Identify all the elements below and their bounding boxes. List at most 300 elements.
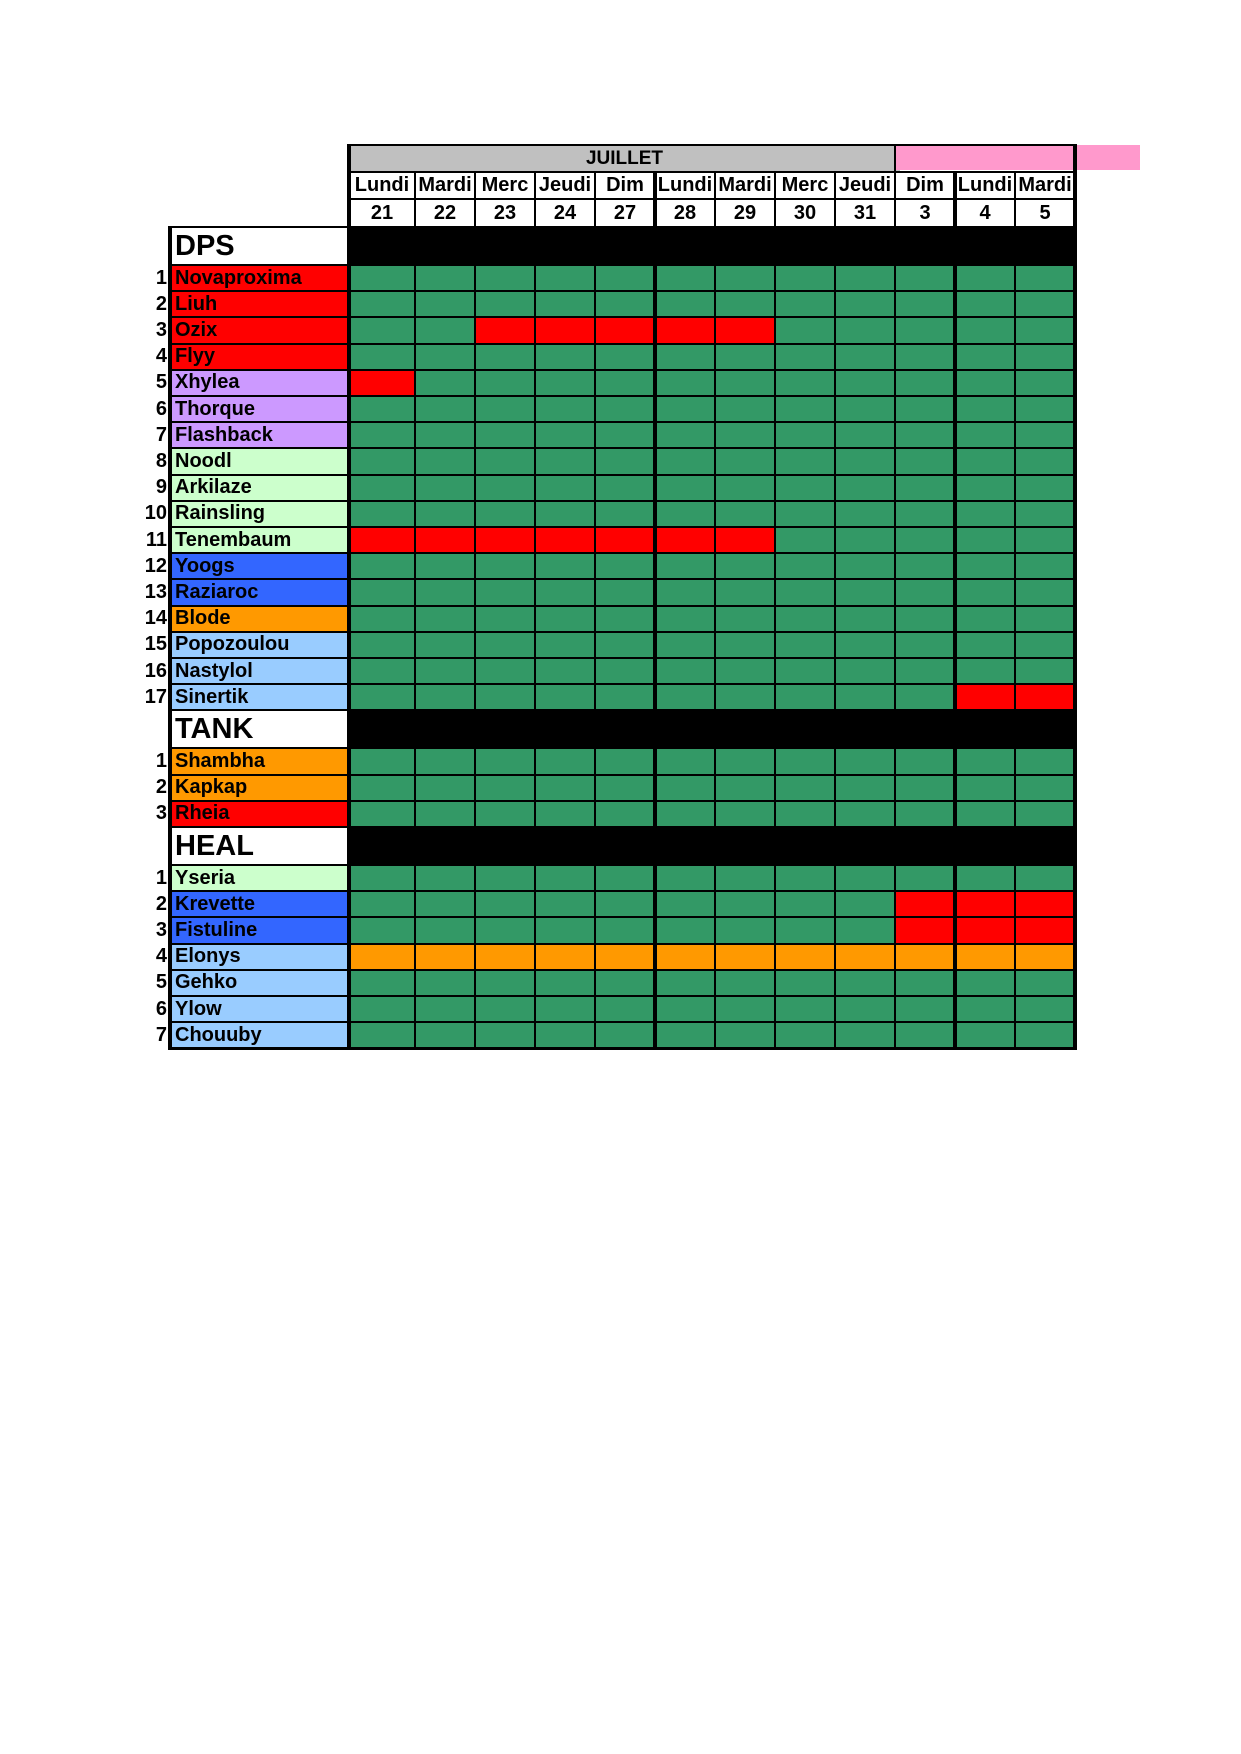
availability-cell[interactable] xyxy=(895,344,955,370)
availability-cell[interactable] xyxy=(775,1022,835,1048)
availability-cell[interactable] xyxy=(655,801,715,827)
availability-cell[interactable] xyxy=(955,606,1015,632)
availability-cell[interactable] xyxy=(955,865,1015,891)
availability-cell[interactable] xyxy=(595,658,655,684)
availability-cell[interactable] xyxy=(1015,891,1075,917)
availability-cell[interactable] xyxy=(415,1022,475,1048)
availability-cell[interactable] xyxy=(715,996,775,1022)
availability-cell[interactable] xyxy=(655,553,715,579)
availability-cell[interactable] xyxy=(349,291,415,317)
availability-cell[interactable] xyxy=(475,422,535,448)
availability-cell[interactable] xyxy=(775,944,835,970)
availability-cell[interactable] xyxy=(895,606,955,632)
availability-cell[interactable] xyxy=(715,553,775,579)
availability-cell[interactable] xyxy=(895,370,955,396)
availability-cell[interactable] xyxy=(535,317,595,343)
availability-cell[interactable] xyxy=(1015,944,1075,970)
availability-cell[interactable] xyxy=(715,265,775,291)
availability-cell[interactable] xyxy=(835,501,895,527)
availability-cell[interactable] xyxy=(595,996,655,1022)
availability-cell[interactable] xyxy=(775,553,835,579)
availability-cell[interactable] xyxy=(955,527,1015,553)
availability-cell[interactable] xyxy=(1015,1022,1075,1048)
availability-cell[interactable] xyxy=(475,632,535,658)
availability-cell[interactable] xyxy=(415,501,475,527)
availability-cell[interactable] xyxy=(415,658,475,684)
availability-cell[interactable] xyxy=(775,917,835,943)
availability-cell[interactable] xyxy=(475,748,535,774)
availability-cell[interactable] xyxy=(535,891,595,917)
availability-cell[interactable] xyxy=(835,370,895,396)
availability-cell[interactable] xyxy=(835,684,895,710)
availability-cell[interactable] xyxy=(835,475,895,501)
availability-cell[interactable] xyxy=(655,396,715,422)
availability-cell[interactable] xyxy=(415,944,475,970)
availability-cell[interactable] xyxy=(835,917,895,943)
availability-cell[interactable] xyxy=(655,606,715,632)
availability-cell[interactable] xyxy=(715,658,775,684)
availability-cell[interactable] xyxy=(535,632,595,658)
availability-cell[interactable] xyxy=(655,996,715,1022)
availability-cell[interactable] xyxy=(715,748,775,774)
availability-cell[interactable] xyxy=(715,632,775,658)
availability-cell[interactable] xyxy=(415,801,475,827)
availability-cell[interactable] xyxy=(475,527,535,553)
availability-cell[interactable] xyxy=(535,684,595,710)
availability-cell[interactable] xyxy=(655,684,715,710)
availability-cell[interactable] xyxy=(349,865,415,891)
availability-cell[interactable] xyxy=(775,996,835,1022)
availability-cell[interactable] xyxy=(535,775,595,801)
availability-cell[interactable] xyxy=(475,448,535,474)
availability-cell[interactable] xyxy=(955,996,1015,1022)
availability-cell[interactable] xyxy=(955,396,1015,422)
availability-cell[interactable] xyxy=(349,344,415,370)
availability-cell[interactable] xyxy=(775,632,835,658)
availability-cell[interactable] xyxy=(349,801,415,827)
availability-cell[interactable] xyxy=(415,579,475,605)
availability-cell[interactable] xyxy=(715,917,775,943)
availability-cell[interactable] xyxy=(535,396,595,422)
availability-cell[interactable] xyxy=(595,265,655,291)
availability-cell[interactable] xyxy=(715,970,775,996)
availability-cell[interactable] xyxy=(349,553,415,579)
availability-cell[interactable] xyxy=(655,891,715,917)
availability-cell[interactable] xyxy=(415,632,475,658)
availability-cell[interactable] xyxy=(535,501,595,527)
availability-cell[interactable] xyxy=(415,684,475,710)
availability-cell[interactable] xyxy=(835,801,895,827)
availability-cell[interactable] xyxy=(835,944,895,970)
availability-cell[interactable] xyxy=(895,891,955,917)
availability-cell[interactable] xyxy=(535,344,595,370)
availability-cell[interactable] xyxy=(1015,775,1075,801)
availability-cell[interactable] xyxy=(595,891,655,917)
availability-cell[interactable] xyxy=(535,553,595,579)
availability-cell[interactable] xyxy=(1015,265,1075,291)
availability-cell[interactable] xyxy=(895,422,955,448)
availability-cell[interactable] xyxy=(535,291,595,317)
availability-cell[interactable] xyxy=(655,632,715,658)
availability-cell[interactable] xyxy=(775,801,835,827)
availability-cell[interactable] xyxy=(475,553,535,579)
availability-cell[interactable] xyxy=(655,344,715,370)
availability-cell[interactable] xyxy=(535,865,595,891)
availability-cell[interactable] xyxy=(595,344,655,370)
availability-cell[interactable] xyxy=(955,370,1015,396)
availability-cell[interactable] xyxy=(475,501,535,527)
availability-cell[interactable] xyxy=(415,748,475,774)
availability-cell[interactable] xyxy=(475,265,535,291)
availability-cell[interactable] xyxy=(349,265,415,291)
availability-cell[interactable] xyxy=(775,748,835,774)
availability-cell[interactable] xyxy=(835,1022,895,1048)
availability-cell[interactable] xyxy=(595,684,655,710)
availability-cell[interactable] xyxy=(655,748,715,774)
availability-cell[interactable] xyxy=(955,632,1015,658)
availability-cell[interactable] xyxy=(655,448,715,474)
availability-cell[interactable] xyxy=(655,475,715,501)
availability-cell[interactable] xyxy=(1015,996,1075,1022)
availability-cell[interactable] xyxy=(535,527,595,553)
availability-cell[interactable] xyxy=(895,1022,955,1048)
availability-cell[interactable] xyxy=(1015,317,1075,343)
availability-cell[interactable] xyxy=(955,970,1015,996)
availability-cell[interactable] xyxy=(775,265,835,291)
availability-cell[interactable] xyxy=(349,579,415,605)
availability-cell[interactable] xyxy=(595,501,655,527)
availability-cell[interactable] xyxy=(475,396,535,422)
availability-cell[interactable] xyxy=(835,996,895,1022)
availability-cell[interactable] xyxy=(655,917,715,943)
availability-cell[interactable] xyxy=(349,944,415,970)
availability-cell[interactable] xyxy=(415,970,475,996)
availability-cell[interactable] xyxy=(775,344,835,370)
availability-cell[interactable] xyxy=(955,317,1015,343)
availability-cell[interactable] xyxy=(715,291,775,317)
availability-cell[interactable] xyxy=(895,944,955,970)
availability-cell[interactable] xyxy=(715,606,775,632)
availability-cell[interactable] xyxy=(475,658,535,684)
availability-cell[interactable] xyxy=(955,344,1015,370)
availability-cell[interactable] xyxy=(415,527,475,553)
availability-cell[interactable] xyxy=(955,291,1015,317)
availability-cell[interactable] xyxy=(655,422,715,448)
availability-cell[interactable] xyxy=(895,996,955,1022)
availability-cell[interactable] xyxy=(835,344,895,370)
availability-cell[interactable] xyxy=(775,579,835,605)
availability-cell[interactable] xyxy=(715,944,775,970)
availability-cell[interactable] xyxy=(655,775,715,801)
availability-cell[interactable] xyxy=(835,970,895,996)
availability-cell[interactable] xyxy=(595,917,655,943)
availability-cell[interactable] xyxy=(1015,370,1075,396)
availability-cell[interactable] xyxy=(835,865,895,891)
availability-cell[interactable] xyxy=(655,944,715,970)
availability-cell[interactable] xyxy=(715,1022,775,1048)
availability-cell[interactable] xyxy=(775,317,835,343)
availability-cell[interactable] xyxy=(1015,579,1075,605)
availability-cell[interactable] xyxy=(1015,684,1075,710)
availability-cell[interactable] xyxy=(835,422,895,448)
availability-cell[interactable] xyxy=(715,475,775,501)
availability-cell[interactable] xyxy=(835,579,895,605)
availability-cell[interactable] xyxy=(955,422,1015,448)
availability-cell[interactable] xyxy=(595,579,655,605)
availability-cell[interactable] xyxy=(595,527,655,553)
availability-cell[interactable] xyxy=(415,265,475,291)
availability-cell[interactable] xyxy=(895,775,955,801)
availability-cell[interactable] xyxy=(349,996,415,1022)
availability-cell[interactable] xyxy=(349,370,415,396)
availability-cell[interactable] xyxy=(535,996,595,1022)
availability-cell[interactable] xyxy=(475,944,535,970)
availability-cell[interactable] xyxy=(775,396,835,422)
availability-cell[interactable] xyxy=(835,265,895,291)
availability-cell[interactable] xyxy=(775,501,835,527)
availability-cell[interactable] xyxy=(349,448,415,474)
availability-cell[interactable] xyxy=(715,501,775,527)
availability-cell[interactable] xyxy=(535,579,595,605)
availability-cell[interactable] xyxy=(349,1022,415,1048)
availability-cell[interactable] xyxy=(715,775,775,801)
availability-cell[interactable] xyxy=(655,317,715,343)
availability-cell[interactable] xyxy=(595,1022,655,1048)
availability-cell[interactable] xyxy=(955,775,1015,801)
availability-cell[interactable] xyxy=(1015,658,1075,684)
availability-cell[interactable] xyxy=(475,775,535,801)
availability-cell[interactable] xyxy=(535,475,595,501)
availability-cell[interactable] xyxy=(895,917,955,943)
availability-cell[interactable] xyxy=(535,370,595,396)
availability-cell[interactable] xyxy=(655,970,715,996)
availability-cell[interactable] xyxy=(835,748,895,774)
availability-cell[interactable] xyxy=(955,891,1015,917)
availability-cell[interactable] xyxy=(895,658,955,684)
availability-cell[interactable] xyxy=(415,996,475,1022)
availability-cell[interactable] xyxy=(475,996,535,1022)
availability-cell[interactable] xyxy=(415,475,475,501)
availability-cell[interactable] xyxy=(1015,344,1075,370)
availability-cell[interactable] xyxy=(895,396,955,422)
availability-cell[interactable] xyxy=(955,748,1015,774)
availability-cell[interactable] xyxy=(349,501,415,527)
availability-cell[interactable] xyxy=(955,684,1015,710)
availability-cell[interactable] xyxy=(835,775,895,801)
availability-cell[interactable] xyxy=(895,265,955,291)
availability-cell[interactable] xyxy=(475,606,535,632)
availability-cell[interactable] xyxy=(655,527,715,553)
availability-cell[interactable] xyxy=(835,891,895,917)
availability-cell[interactable] xyxy=(835,317,895,343)
availability-cell[interactable] xyxy=(835,606,895,632)
availability-cell[interactable] xyxy=(955,448,1015,474)
availability-cell[interactable] xyxy=(535,970,595,996)
availability-cell[interactable] xyxy=(655,658,715,684)
availability-cell[interactable] xyxy=(655,291,715,317)
availability-cell[interactable] xyxy=(835,658,895,684)
availability-cell[interactable] xyxy=(775,370,835,396)
availability-cell[interactable] xyxy=(955,944,1015,970)
availability-cell[interactable] xyxy=(1015,970,1075,996)
availability-cell[interactable] xyxy=(415,291,475,317)
availability-cell[interactable] xyxy=(595,865,655,891)
availability-cell[interactable] xyxy=(715,684,775,710)
availability-cell[interactable] xyxy=(475,579,535,605)
availability-cell[interactable] xyxy=(1015,865,1075,891)
availability-cell[interactable] xyxy=(775,422,835,448)
availability-cell[interactable] xyxy=(835,632,895,658)
availability-cell[interactable] xyxy=(1015,501,1075,527)
availability-cell[interactable] xyxy=(655,501,715,527)
availability-cell[interactable] xyxy=(955,579,1015,605)
availability-cell[interactable] xyxy=(895,448,955,474)
availability-cell[interactable] xyxy=(475,684,535,710)
availability-cell[interactable] xyxy=(595,970,655,996)
availability-cell[interactable] xyxy=(535,748,595,774)
availability-cell[interactable] xyxy=(715,891,775,917)
availability-cell[interactable] xyxy=(349,475,415,501)
availability-cell[interactable] xyxy=(535,944,595,970)
availability-cell[interactable] xyxy=(415,370,475,396)
availability-cell[interactable] xyxy=(655,579,715,605)
availability-cell[interactable] xyxy=(595,801,655,827)
availability-cell[interactable] xyxy=(1015,632,1075,658)
availability-cell[interactable] xyxy=(415,775,475,801)
availability-cell[interactable] xyxy=(535,1022,595,1048)
availability-cell[interactable] xyxy=(595,632,655,658)
availability-cell[interactable] xyxy=(835,396,895,422)
availability-cell[interactable] xyxy=(349,317,415,343)
availability-cell[interactable] xyxy=(349,917,415,943)
availability-cell[interactable] xyxy=(535,658,595,684)
availability-cell[interactable] xyxy=(955,1022,1015,1048)
availability-cell[interactable] xyxy=(895,527,955,553)
availability-cell[interactable] xyxy=(475,370,535,396)
availability-cell[interactable] xyxy=(775,606,835,632)
availability-cell[interactable] xyxy=(415,317,475,343)
availability-cell[interactable] xyxy=(349,632,415,658)
availability-cell[interactable] xyxy=(1015,448,1075,474)
availability-cell[interactable] xyxy=(349,748,415,774)
availability-cell[interactable] xyxy=(535,265,595,291)
availability-cell[interactable] xyxy=(349,527,415,553)
availability-cell[interactable] xyxy=(895,291,955,317)
availability-cell[interactable] xyxy=(715,801,775,827)
availability-cell[interactable] xyxy=(595,448,655,474)
availability-cell[interactable] xyxy=(1015,475,1075,501)
availability-cell[interactable] xyxy=(415,606,475,632)
availability-cell[interactable] xyxy=(1015,917,1075,943)
availability-cell[interactable] xyxy=(475,291,535,317)
availability-cell[interactable] xyxy=(595,606,655,632)
availability-cell[interactable] xyxy=(895,317,955,343)
availability-cell[interactable] xyxy=(1015,801,1075,827)
availability-cell[interactable] xyxy=(349,684,415,710)
availability-cell[interactable] xyxy=(715,370,775,396)
availability-cell[interactable] xyxy=(775,684,835,710)
availability-cell[interactable] xyxy=(349,422,415,448)
availability-cell[interactable] xyxy=(415,344,475,370)
availability-cell[interactable] xyxy=(715,865,775,891)
availability-cell[interactable] xyxy=(535,422,595,448)
availability-cell[interactable] xyxy=(715,527,775,553)
availability-cell[interactable] xyxy=(715,422,775,448)
availability-cell[interactable] xyxy=(955,501,1015,527)
availability-cell[interactable] xyxy=(595,370,655,396)
availability-cell[interactable] xyxy=(775,291,835,317)
availability-cell[interactable] xyxy=(775,658,835,684)
availability-cell[interactable] xyxy=(415,448,475,474)
availability-cell[interactable] xyxy=(475,917,535,943)
availability-cell[interactable] xyxy=(715,448,775,474)
availability-cell[interactable] xyxy=(475,801,535,827)
availability-cell[interactable] xyxy=(1015,527,1075,553)
availability-cell[interactable] xyxy=(955,917,1015,943)
availability-cell[interactable] xyxy=(595,775,655,801)
availability-cell[interactable] xyxy=(895,632,955,658)
availability-cell[interactable] xyxy=(955,475,1015,501)
availability-cell[interactable] xyxy=(1015,748,1075,774)
availability-cell[interactable] xyxy=(475,891,535,917)
availability-cell[interactable] xyxy=(895,475,955,501)
availability-cell[interactable] xyxy=(775,891,835,917)
availability-cell[interactable] xyxy=(955,658,1015,684)
availability-cell[interactable] xyxy=(475,344,535,370)
availability-cell[interactable] xyxy=(895,748,955,774)
availability-cell[interactable] xyxy=(595,475,655,501)
availability-cell[interactable] xyxy=(595,317,655,343)
availability-cell[interactable] xyxy=(349,658,415,684)
availability-cell[interactable] xyxy=(535,917,595,943)
availability-cell[interactable] xyxy=(535,801,595,827)
availability-cell[interactable] xyxy=(1015,291,1075,317)
availability-cell[interactable] xyxy=(595,422,655,448)
availability-cell[interactable] xyxy=(475,317,535,343)
availability-cell[interactable] xyxy=(655,865,715,891)
availability-cell[interactable] xyxy=(655,370,715,396)
availability-cell[interactable] xyxy=(895,865,955,891)
availability-cell[interactable] xyxy=(1015,553,1075,579)
availability-cell[interactable] xyxy=(475,475,535,501)
availability-cell[interactable] xyxy=(775,448,835,474)
availability-cell[interactable] xyxy=(415,553,475,579)
availability-cell[interactable] xyxy=(895,684,955,710)
availability-cell[interactable] xyxy=(835,291,895,317)
availability-cell[interactable] xyxy=(535,606,595,632)
availability-cell[interactable] xyxy=(715,317,775,343)
availability-cell[interactable] xyxy=(895,579,955,605)
availability-cell[interactable] xyxy=(655,265,715,291)
availability-cell[interactable] xyxy=(475,1022,535,1048)
availability-cell[interactable] xyxy=(955,801,1015,827)
availability-cell[interactable] xyxy=(775,775,835,801)
availability-cell[interactable] xyxy=(835,527,895,553)
availability-cell[interactable] xyxy=(775,475,835,501)
availability-cell[interactable] xyxy=(415,917,475,943)
availability-cell[interactable] xyxy=(595,748,655,774)
availability-cell[interactable] xyxy=(955,265,1015,291)
availability-cell[interactable] xyxy=(415,891,475,917)
availability-cell[interactable] xyxy=(595,553,655,579)
availability-cell[interactable] xyxy=(595,944,655,970)
availability-cell[interactable] xyxy=(415,396,475,422)
availability-cell[interactable] xyxy=(655,1022,715,1048)
availability-cell[interactable] xyxy=(835,553,895,579)
availability-cell[interactable] xyxy=(415,422,475,448)
availability-cell[interactable] xyxy=(349,891,415,917)
availability-cell[interactable] xyxy=(349,970,415,996)
